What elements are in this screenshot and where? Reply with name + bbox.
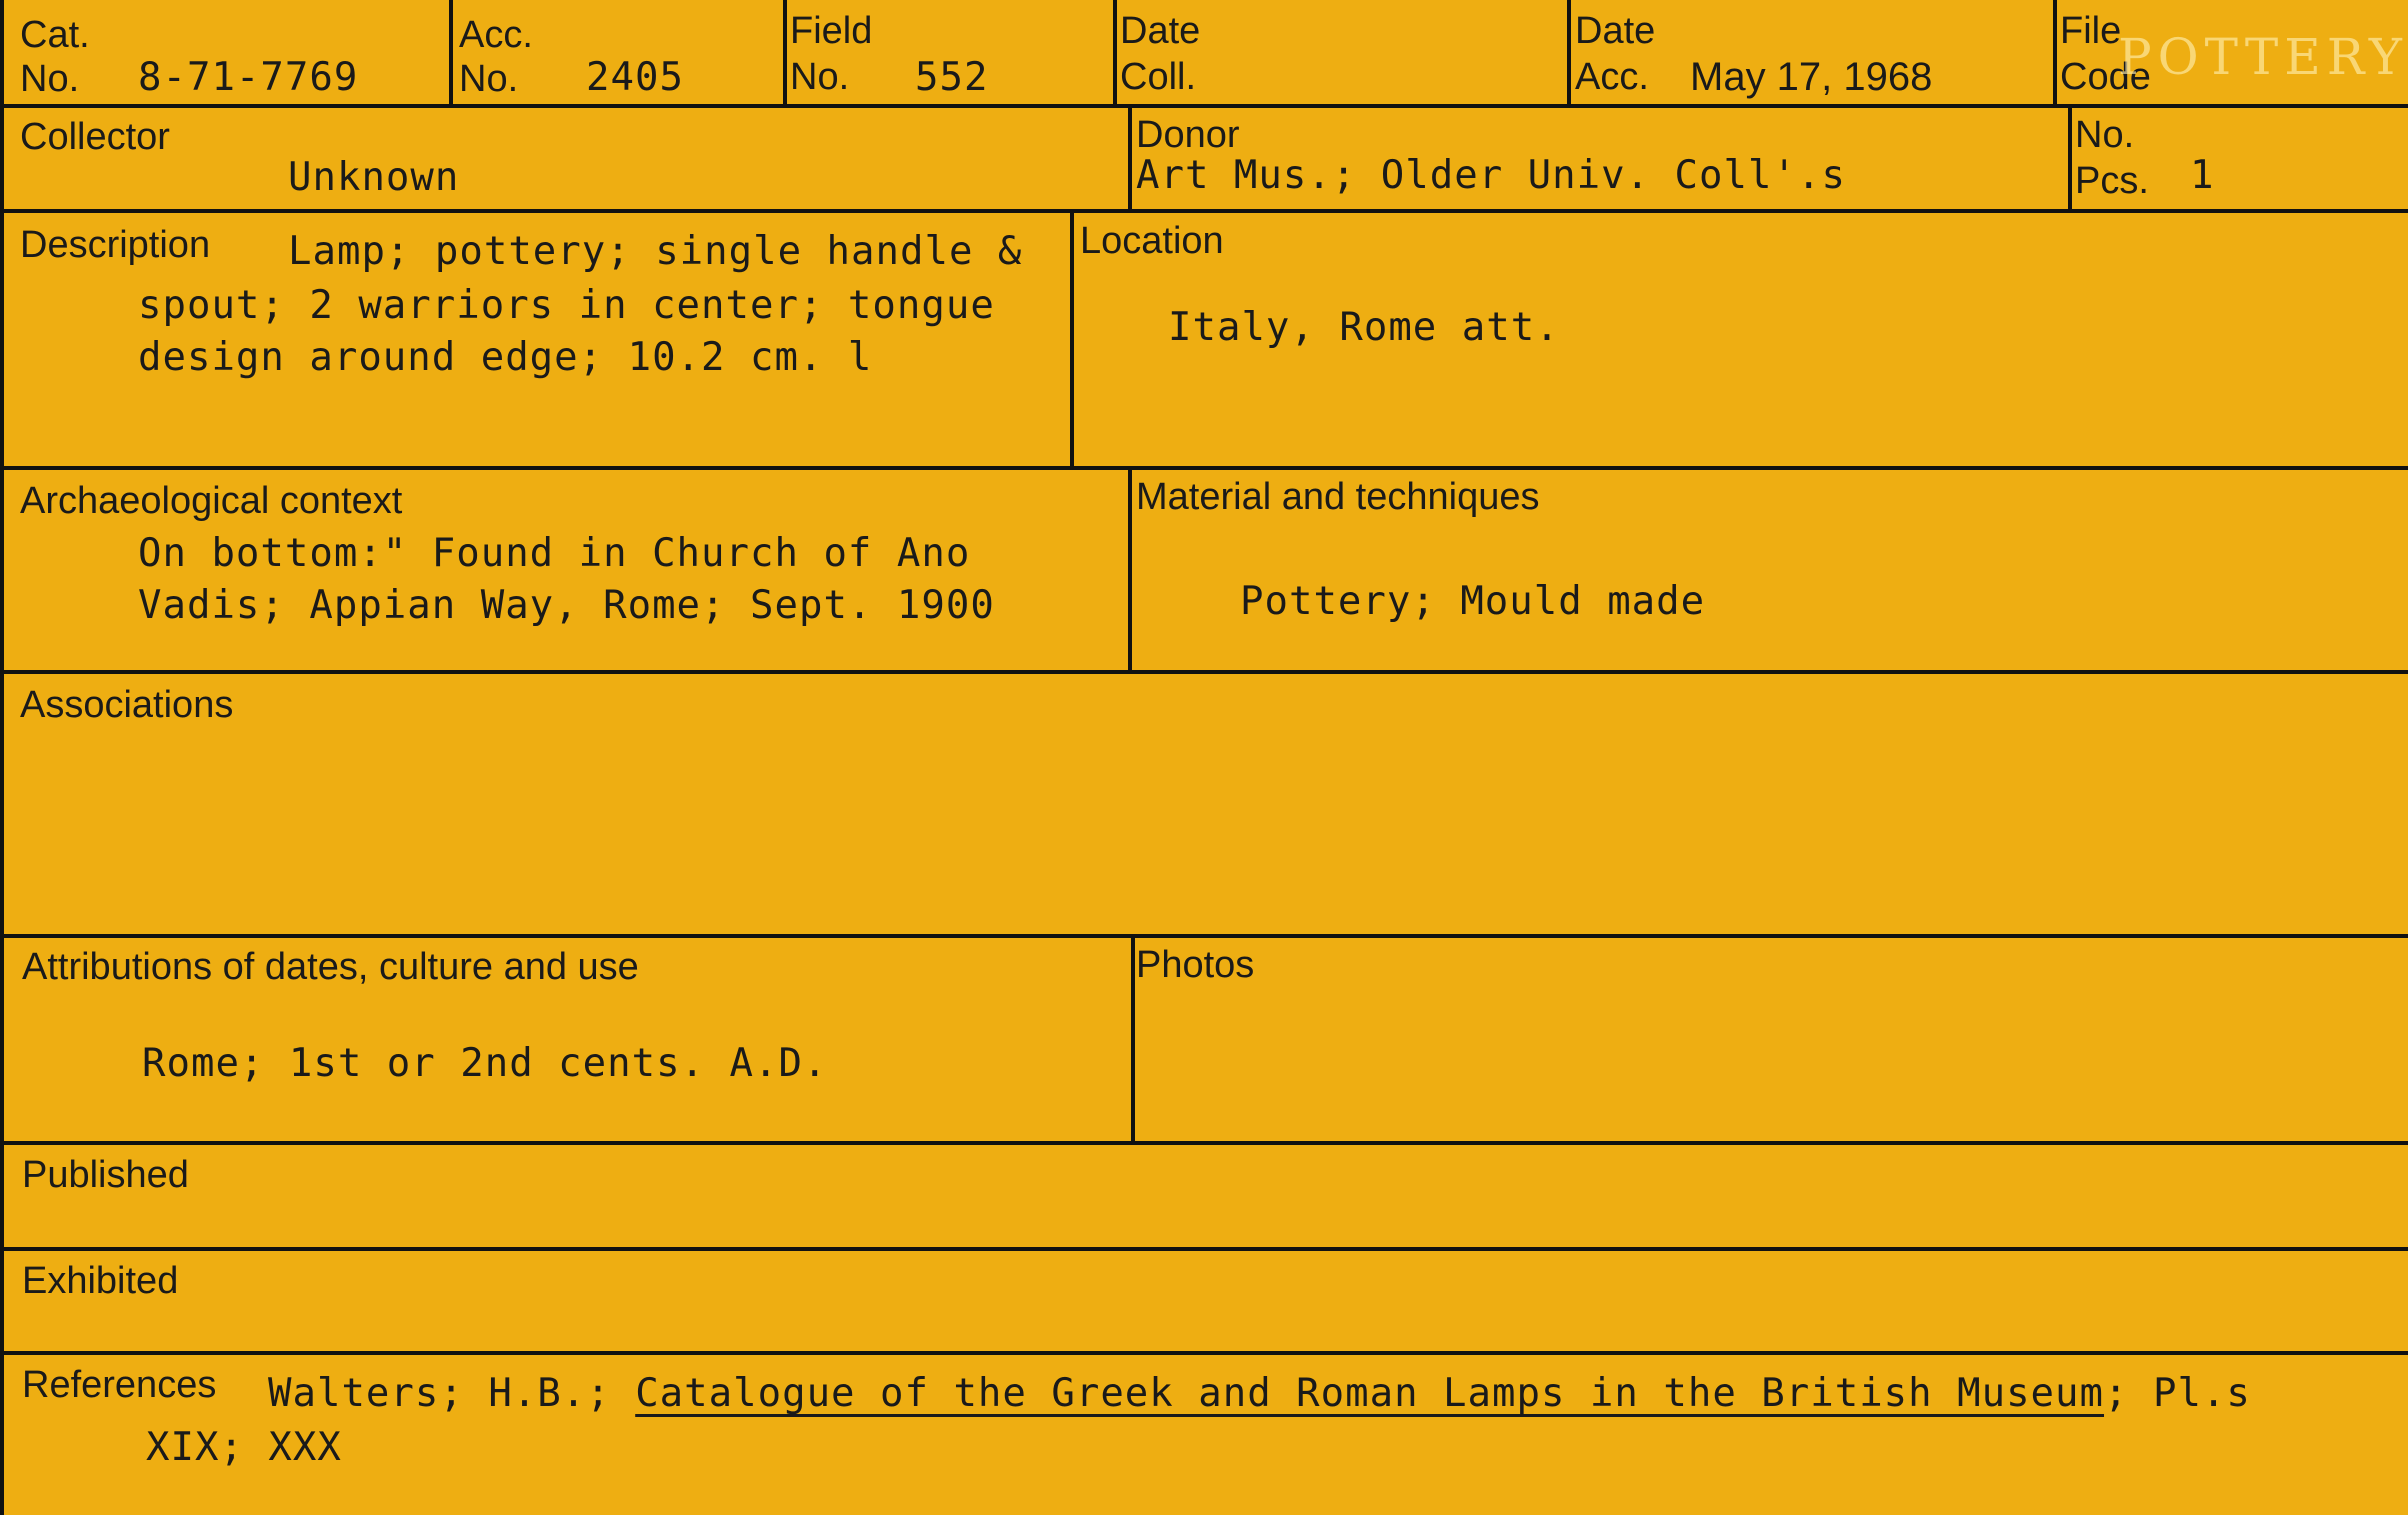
date-acc-value: May 17, 1968 xyxy=(1690,55,1933,99)
rule xyxy=(0,0,4,1515)
file-code-label: Code xyxy=(2060,56,2151,98)
acc-no-label: No. xyxy=(459,58,519,100)
rule xyxy=(0,1247,2408,1251)
rule xyxy=(0,1351,2408,1355)
associations-label: Associations xyxy=(20,684,234,726)
rule xyxy=(2068,106,2072,211)
archaeological-context-line-1: On bottom:" Found in Church of Ano xyxy=(138,531,971,576)
rule xyxy=(449,0,453,106)
location-value: Italy, Rome att. xyxy=(1168,305,1560,350)
attributions-label: Attributions of dates, culture and use xyxy=(22,946,639,988)
rule xyxy=(0,104,2408,108)
collector-label: Collector xyxy=(20,116,170,158)
field-no-label: No. xyxy=(790,56,850,98)
rule xyxy=(0,466,2408,470)
references-label: References xyxy=(22,1364,217,1406)
archaeological-context-line-2: Vadis; Appian Way, Rome; Sept. 1900 xyxy=(138,583,995,628)
rule xyxy=(1113,0,1117,106)
rule xyxy=(1128,468,1132,672)
exhibited-label: Exhibited xyxy=(22,1260,179,1302)
references-line-2: XIX; XXX xyxy=(146,1425,342,1470)
rule xyxy=(1131,936,1135,1143)
rule xyxy=(1567,0,1571,106)
attributions-value: Rome; 1st or 2nd cents. A.D. xyxy=(142,1041,828,1086)
references-title: Catalogue of the Greek and Roman Lamps in the British Museum xyxy=(635,1371,2105,1416)
file-label: File xyxy=(2060,10,2122,52)
rule xyxy=(0,1141,2408,1145)
acc-no-value: 2405 xyxy=(586,55,684,100)
references-author: Walters; H.B.; xyxy=(268,1371,636,1416)
donor-value: Art Mus.; Older Univ. Coll'.s xyxy=(1136,153,1846,198)
acc-label: Acc. xyxy=(459,14,533,56)
file-code-stamp: POTTERY xyxy=(2118,28,2408,86)
field-no-value: 552 xyxy=(915,55,989,100)
cat-label: Cat. xyxy=(20,14,90,56)
description-label: Description xyxy=(20,224,211,266)
description-line-3: design around edge; 10.2 cm. l xyxy=(138,335,873,380)
description-line-2: spout; 2 warriors in center; tongue xyxy=(138,283,995,328)
date-acc-label: Date xyxy=(1575,10,1656,52)
material-label: Material and techniques xyxy=(1136,476,1540,518)
rule xyxy=(2053,0,2057,106)
rule xyxy=(0,934,2408,938)
cat-no-value: 8-71-7769 xyxy=(138,55,359,100)
references-line-1 xyxy=(268,1372,2251,1416)
cat-no-label: No. xyxy=(20,58,80,100)
date-coll-label: Date xyxy=(1120,10,1201,52)
location-label: Location xyxy=(1080,220,1224,262)
material-value: Pottery; Mould made xyxy=(1240,579,1706,624)
pieces-label-2: Pcs. xyxy=(2075,160,2149,202)
collector-value: Unknown xyxy=(288,155,460,200)
field-label: Field xyxy=(790,10,873,52)
date-coll-label-2: Coll. xyxy=(1120,56,1197,98)
pieces-value: 1 xyxy=(2190,153,2215,198)
rule xyxy=(1070,211,1074,468)
rule xyxy=(0,209,2408,213)
references-plates: ; Pl.s xyxy=(2104,1371,2251,1416)
date-acc-label-2: Acc. xyxy=(1575,56,1649,98)
archaeological-context-label: Archaeological context xyxy=(20,480,403,522)
donor-label: Donor xyxy=(1136,114,1240,156)
photos-label: Photos xyxy=(1136,944,1255,986)
published-label: Published xyxy=(22,1154,189,1196)
description-line-1: Lamp; pottery; single handle & xyxy=(288,229,1023,274)
pieces-label: No. xyxy=(2075,114,2135,156)
rule xyxy=(783,0,787,106)
rule xyxy=(0,670,2408,674)
rule xyxy=(1128,106,1132,211)
